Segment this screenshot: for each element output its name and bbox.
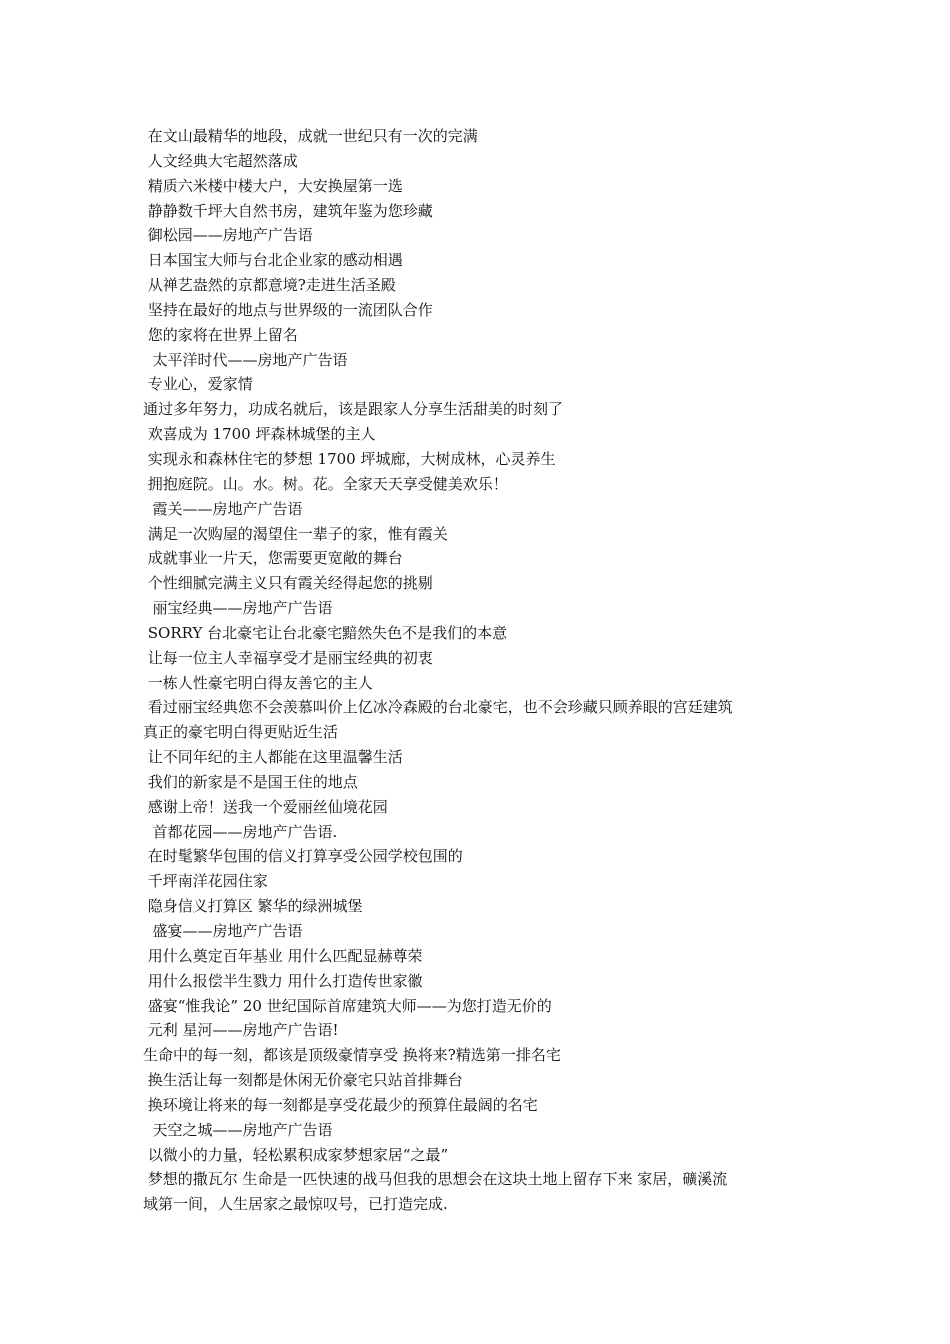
text-line: 真正的豪宅明白得更贴近生活 — [143, 723, 339, 742]
text-line: 通过多年努力，功成名就后，该是跟家人分享生活甜美的时刻了 — [143, 400, 564, 419]
text-line: 在时髦繁华包围的信义打算享受公园学校包围的 — [143, 847, 463, 866]
text-line: 用什么报偿半生戮力 用什么打造传世家徽 — [143, 971, 423, 990]
text-line: 满足一次购屋的渴望住一辈子的家，惟有霞关 — [143, 524, 448, 543]
section-heading: 首都花园——房地产广告语. — [143, 822, 338, 841]
text-line: 精质六米楼中楼大户，大安换屋第一选 — [143, 176, 403, 195]
text-line: 域第一间，人生居家之最惊叹号，已打造完成. — [143, 1195, 448, 1214]
section-heading: 丽宝经典——房地产广告语 — [143, 599, 333, 618]
text-line: 生命中的每一刻，都该是顶级豪情享受 换将来?精选第一排名宅 — [143, 1046, 561, 1065]
text-line: 欢喜成为 1700 坪森林城堡的主人 — [143, 425, 376, 444]
text-line: 实现永和森林住宅的梦想 1700 坪城廊，大树成林，心灵养生 — [143, 449, 556, 468]
text-line: 以微小的力量，轻松累积成家梦想家居“之最” — [143, 1145, 449, 1164]
text-line: 您的家将在世界上留名 — [143, 325, 298, 344]
section-heading: 元利 星河——房地产广告语! — [143, 1021, 339, 1040]
text-line: 盛宴“惟我论” 20 世纪国际首席建筑大师——为您打造无价的 — [143, 996, 552, 1015]
section-heading: 盛宴——房地产广告语 — [143, 922, 303, 940]
section-heading: 天空之城——房地产广告语 — [143, 1120, 333, 1139]
text-line: 我们的新家是不是国王住的地点 — [143, 772, 358, 791]
text-line: 从禅艺盎然的京都意境?走进生活圣殿 — [143, 276, 396, 295]
text-line: SORRY 台北豪宅让台北豪宅黯然失色不是我们的本意 — [143, 623, 508, 642]
text-line: 让不同年纪的主人都能在这里温馨生活 — [143, 748, 403, 767]
text-line: 换生活让每一刻都是休闲无价豪宅只站首排舞台 — [143, 1071, 463, 1090]
section-heading: 太平洋时代——房地产广告语 — [143, 350, 348, 369]
text-line: 看过丽宝经典您不会羡慕叫价上亿冰冷森殿的台北豪宅，也不会珍藏只顾养眼的宫廷建筑 — [143, 698, 733, 717]
text-line: 一栋人性豪宅明白得友善它的主人 — [143, 673, 373, 692]
text-line: 在文山最精华的地段，成就一世纪只有一次的完满 — [143, 127, 478, 145]
text-line: 换环境让将来的每一刻都是享受花最少的预算住最阔的名宅 — [143, 1095, 538, 1114]
section-heading: 御松园——房地产广告语 — [143, 226, 313, 245]
text-line: 个性细腻完满主义只有霞关经得起您的挑剔 — [143, 574, 433, 593]
text-line: 千坪南洋花园住家 — [143, 872, 268, 891]
section-heading: 霞关——房地产广告语 — [143, 499, 303, 518]
text-line: 日本国宝大师与台北企业家的感动相遇 — [143, 251, 403, 270]
text-line: 专业心，爱家情 — [143, 375, 253, 394]
text-line: 隐身信义打算区 繁华的绿洲城堡 — [143, 897, 363, 916]
text-line: 拥抱庭院。山。水。树。花。全家天天享受健美欢乐！ — [143, 474, 508, 493]
text-line: 让每一位主人幸福享受才是丽宝经典的初衷 — [143, 648, 433, 667]
text-line: 坚持在最好的地点与世界级的一流团队合作 — [143, 300, 433, 319]
text-line: 成就事业一片天，您需要更宽敞的舞台 — [143, 549, 403, 568]
text-line: 静静数千坪大自然书房，建筑年鉴为您珍藏 — [143, 201, 433, 220]
text-line: 感谢上帝！送我一个爱丽丝仙境花园 — [143, 797, 388, 816]
text-line: 梦想的撒瓦尔 生命是一匹快速的战马但我的思想会在这块土地上留存下来 家居，礦溪流 — [143, 1170, 728, 1189]
text-line: 用什么奠定百年基业 用什么匹配显赫尊荣 — [143, 946, 423, 965]
text-line: 人文经典大宅超然落成 — [143, 151, 298, 170]
